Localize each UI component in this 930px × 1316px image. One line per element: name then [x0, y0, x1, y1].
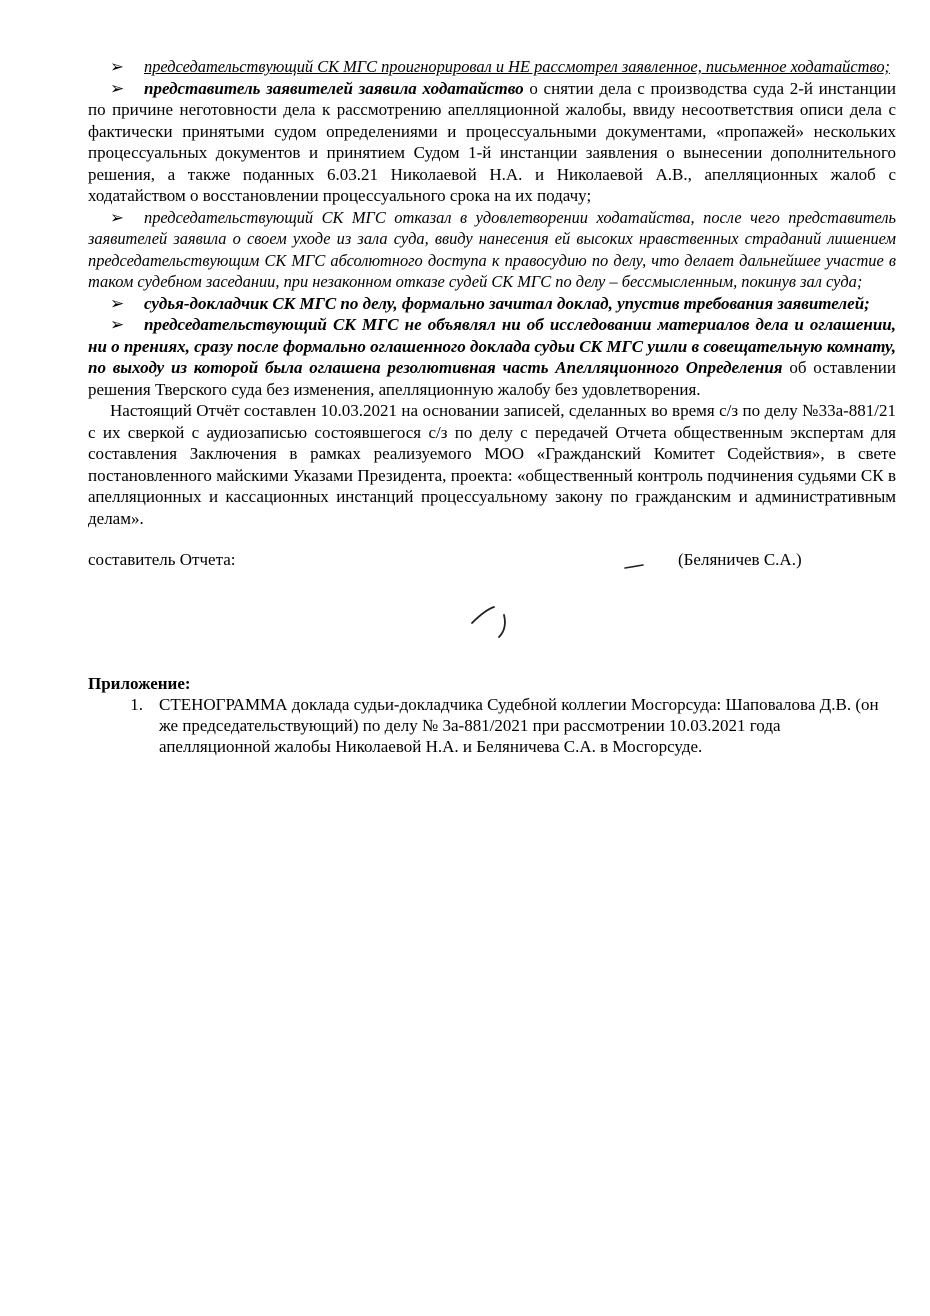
arrow-bullet-icon: ➢	[110, 78, 125, 98]
appendix-item-number: 1.	[130, 695, 143, 714]
bullet-item	[88, 78, 896, 207]
bullet-text: об оставлении решения Тверского суда без изменения, апелляционную жалобу без удовлетворения.	[88, 358, 896, 399]
signature-name: (Беляничев С.А.)	[678, 550, 802, 569]
bullet-lead: председательствующий СК МГС не объявлял ни об исследовании материалов дела и оглашении, ни о прениях, сразу после формально оглашенного доклада судьи СК МГС ушли в совещательную комнату, по выходу из которой была оглашена резолютивная часть Апелляционного Определения	[88, 315, 896, 377]
bullet-item	[88, 56, 896, 78]
appendix-title: Приложение:	[88, 674, 191, 693]
bullet-item	[88, 293, 896, 315]
signature-dash-mark	[623, 561, 647, 571]
appendix-list-item	[88, 694, 896, 757]
document-page	[88, 56, 896, 757]
bullet-text: председательствующий СК МГС проигнорировал и НЕ рассмотрел заявленное, письменное ходатайство;	[144, 57, 891, 76]
appendix-section	[88, 673, 896, 757]
appendix-item-text: СТЕНОГРАММА доклада судьи-докладчика Судебной коллегии Мосгорсуда: Шаповалова Д.В. (он же председательствующий) по делу № 3а-881/2021 при рассмотрении 10.03.2021 года апелляционной жалобы Николаевой Н.А. и Беляничева С.А. в Мосгорсуде.	[159, 695, 879, 756]
bullet-text: председательствующий СК МГС отказал в удовлетворении ходатайства, после чего представитель заявителей заявила о своем уходе из зала суда, ввиду нанесения ей высоких нравственных страданий лишением председательствующим СК МГС абсолютного доступа к правосудию по делу, что делает дальнейшее участие в таком судебном заседании, при незаконном отказе судей СК МГС по делу – бессмысленным, покинув зал суда;	[88, 207, 896, 291]
arrow-bullet-icon: ➢	[110, 57, 124, 76]
bullet-lead: представитель заявителей заявила ходатайство	[144, 78, 524, 98]
report-paragraph: Настоящий Отчёт составлен 10.03.2021 на основании записей, сделанных во время с/з по делу №33а-881/21 с их сверкой с аудиозаписью состоявшегося с/з по делу с передачей Отчета общественным экспертам для составления Заключения в рамках реализуемого МОО «Гражданский Комитет Содействия», в свете постановленного майскими Указами Президента, проекта: «общественный контроль подчинения судьями СК в апелляционных и кассационных инстанций процессуальному закону по гражданским и административным делам».	[88, 401, 896, 528]
signature-label: составитель Отчета:	[88, 550, 236, 569]
arrow-bullet-icon: ➢	[110, 293, 125, 313]
bullet-item	[88, 207, 896, 293]
bullet-text: судья-докладчик СК МГС по делу, формально зачитал доклад, упустив требования заявителей;	[144, 293, 870, 313]
handwritten-signature	[466, 601, 526, 643]
bullet-text: о снятии дела с производства суда 2-й инстанции по причине неготовности дела к рассмотрению апелляционной жалобы, ввиду несоответствия описи дела с фактически принятыми судом определениями и процессуальными документами, «пропажей» нескольких процессуальных документов и принятием Судом 1-й инстанции заявления о вынесении дополнительного решения, а также поданных 6.03.21 Николаевой Н.А. и Николаевой А.В., апелляционных жалоб с ходатайством о восстановлении процессуального срока на их подачу;	[88, 78, 896, 205]
arrow-bullet-icon: ➢	[110, 315, 125, 334]
arrow-bullet-icon: ➢	[110, 207, 124, 227]
signature-line	[88, 549, 896, 573]
bullet-item	[88, 314, 896, 400]
